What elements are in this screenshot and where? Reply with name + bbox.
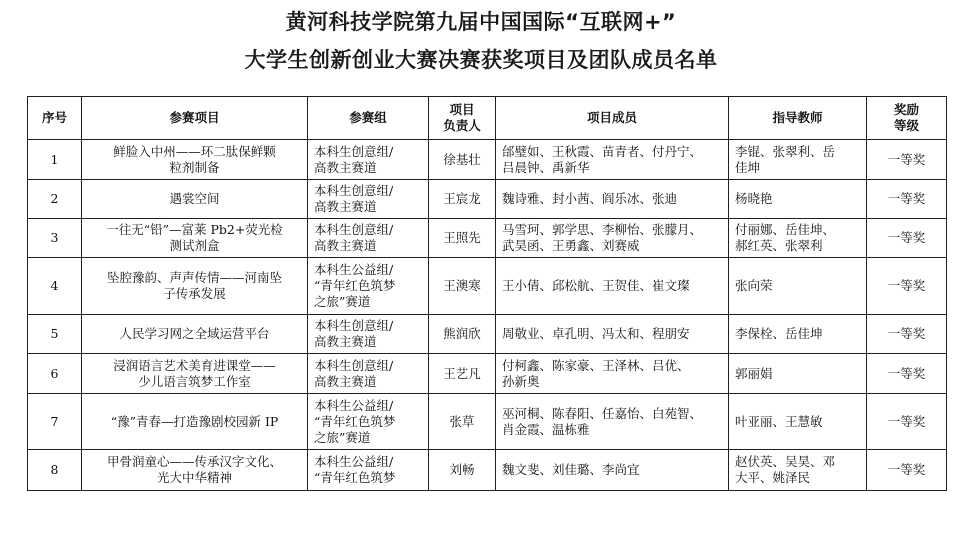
row-members: 邰璧如、王秋霞、苗青者、付丹宁、 吕晨钟、禹新华	[496, 140, 729, 180]
row-no: 6	[28, 354, 82, 394]
header-project: 参赛项目	[82, 97, 308, 140]
row-no: 1	[28, 140, 82, 180]
row-members: 马雪珂、郭学思、李柳怡、张朦月、 武昊函、王勇鑫、刘赛威	[496, 219, 729, 258]
row-award: 一等奖	[867, 140, 947, 180]
row-leader: 王宸龙	[429, 180, 496, 219]
row-leader: 张草	[429, 394, 496, 450]
row-project: 浸润语言艺术美育进课堂—— 少儿语言筑梦工作室	[82, 354, 308, 394]
table-row	[28, 394, 947, 450]
row-leader: 王照先	[429, 219, 496, 258]
row-group: 本科生创意组/ 高教主赛道	[308, 315, 429, 354]
header-members: 项目成员	[496, 97, 729, 140]
row-advisor: 张向荣	[729, 258, 867, 315]
row-project: 鲜脸入中州——环二肽保鲜颗 粒剂制备	[82, 140, 308, 180]
row-leader: 徐基壮	[429, 140, 496, 180]
row-no: 8	[28, 450, 82, 491]
row-award: 一等奖	[867, 450, 947, 491]
table-row	[28, 315, 947, 354]
row-advisor: 付丽娜、岳佳坤、 郝红英、张翠利	[729, 219, 867, 258]
row-project: 坠腔豫韵、声声传情——河南坠 子传承发展	[82, 258, 308, 315]
row-group: 本科生公益组/ “青年红色筑梦	[308, 450, 429, 491]
row-group: 本科生公益组/ “青年红色筑梦 之旅”赛道	[308, 258, 429, 315]
row-advisor: 李保栓、岳佳坤	[729, 315, 867, 354]
row-no: 3	[28, 219, 82, 258]
row-advisor: 李锟、张翠利、岳 佳坤	[729, 140, 867, 180]
row-group: 本科生创意组/ 高教主赛道	[308, 354, 429, 394]
table-row	[28, 140, 947, 180]
row-advisor: 叶亚丽、王慧敏	[729, 394, 867, 450]
row-award: 一等奖	[867, 315, 947, 354]
row-members: 付柯鑫、陈家豪、王泽林、吕优、 孙新奥	[496, 354, 729, 394]
header-award: 奖励 等级	[867, 97, 947, 140]
row-no: 2	[28, 180, 82, 219]
table-row	[28, 219, 947, 258]
row-members: 王小倩、邱松航、王贺佳、崔文璨	[496, 258, 729, 315]
row-award: 一等奖	[867, 180, 947, 219]
table-row	[28, 258, 947, 315]
header-group: 参赛组	[308, 97, 429, 140]
row-leader: 刘畅	[429, 450, 496, 491]
table-row	[28, 180, 947, 219]
row-leader: 王澳寒	[429, 258, 496, 315]
header-no: 序号	[28, 97, 82, 140]
row-advisor: 郭丽娟	[729, 354, 867, 394]
document-title-line2: 大学生创新创业大赛决赛获奖项目及团队成员名单	[244, 48, 718, 72]
row-advisor: 杨晓艳	[729, 180, 867, 219]
row-group: 本科生创意组/ 高教主赛道	[308, 180, 429, 219]
table-row	[28, 354, 947, 394]
row-award: 一等奖	[867, 394, 947, 450]
row-group: 本科生创意组/ 高教主赛道	[308, 219, 429, 258]
awards-table	[27, 96, 947, 491]
table-header-row	[28, 97, 947, 140]
row-project: 甲骨润童心——传承汉字文化、 光大中华精神	[82, 450, 308, 491]
row-project: 人民学习网之全域运营平台	[82, 315, 308, 354]
header-leader: 项目 负责人	[429, 97, 496, 140]
row-members: 周敬业、卓孔明、冯太和、程朋安	[496, 315, 729, 354]
row-no: 5	[28, 315, 82, 354]
row-award: 一等奖	[867, 258, 947, 315]
row-members: 巫河桐、陈春阳、任嘉怡、白苑智、 肖金霞、温栋雅	[496, 394, 729, 450]
row-project: 一往无“铅”—富莱 Pb2+荧光检 测试剂盒	[82, 219, 308, 258]
row-members: 魏诗雅、封小茜、阎乐冰、张迪	[496, 180, 729, 219]
row-leader: 王艺凡	[429, 354, 496, 394]
row-members: 魏文斐、刘佳璐、李尚宜	[496, 450, 729, 491]
row-no: 7	[28, 394, 82, 450]
row-advisor: 赵伏英、吴昊、邓 大平、姚泽民	[729, 450, 867, 491]
header-advisor: 指导教师	[729, 97, 867, 140]
row-project: 遇裳空间	[82, 180, 308, 219]
document-title-line1: 黄河科技学院第九届中国国际“互联网+”	[285, 10, 677, 34]
row-group: 本科生创意组/ 高教主赛道	[308, 140, 429, 180]
row-no: 4	[28, 258, 82, 315]
row-group: 本科生公益组/ “青年红色筑梦 之旅”赛道	[308, 394, 429, 450]
row-leader: 熊润欣	[429, 315, 496, 354]
row-award: 一等奖	[867, 354, 947, 394]
row-award: 一等奖	[867, 219, 947, 258]
table-row	[28, 450, 947, 491]
row-project: “豫”青春—打造豫剧校园新 IP	[82, 394, 308, 450]
